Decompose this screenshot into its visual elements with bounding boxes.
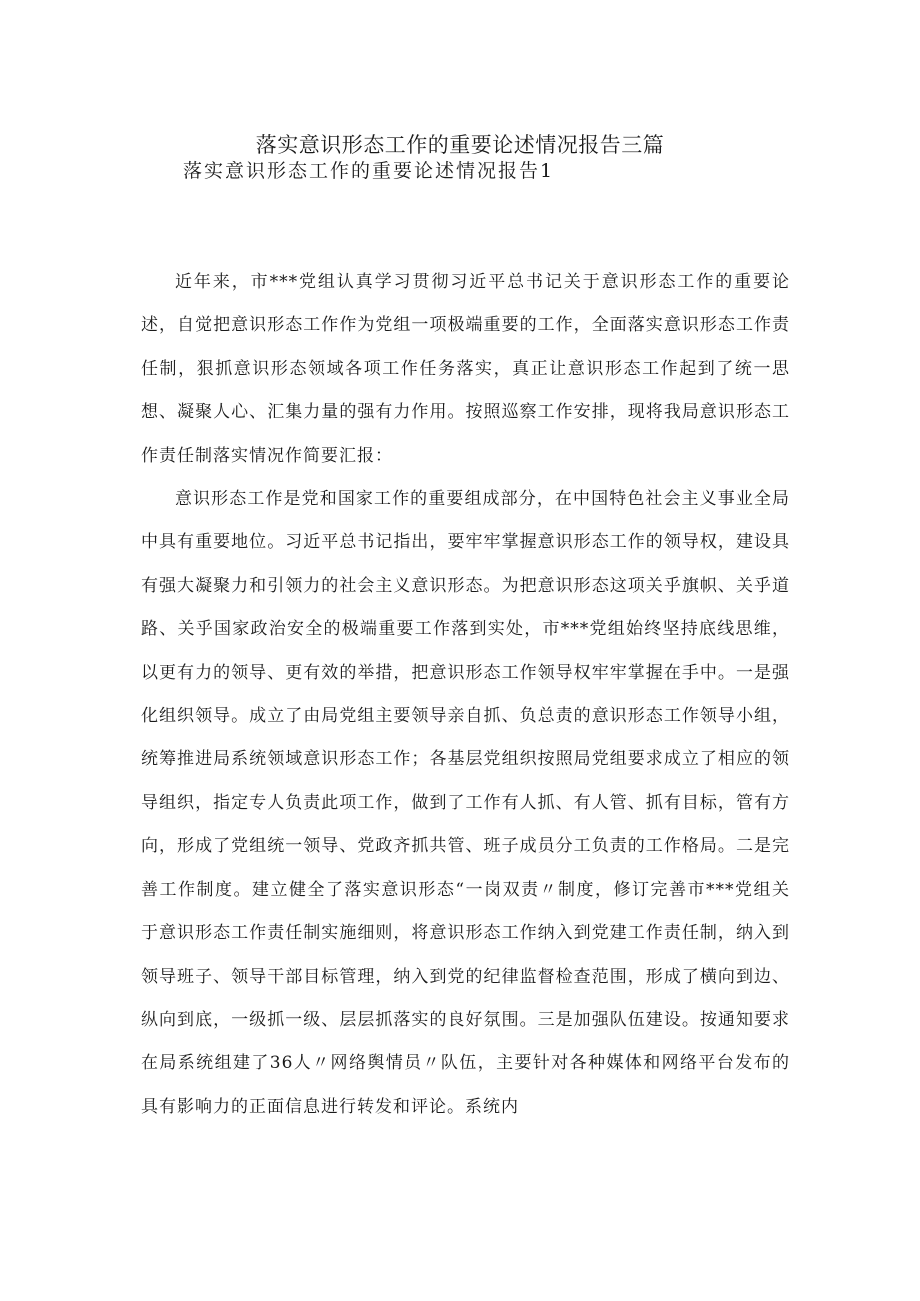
- document-body: [141, 261, 790, 1129]
- paragraph-intro: 近年来，市***党组认真学习贯彻习近平总书记关于意识形态工作的重要论述，自觉把意识形态工作作为党组一项极端重要的工作，全面落实意识形态工作责任制，狠抓意识形态领域各项工作任务落实，真正让意识形态工作起到了统一思想、凝聚人心、汇集力量的强有力作用。按照巡察工作安排，现将我局意识形态工作责任制落实情况作简要汇报：: [141, 272, 790, 466]
- section-title: 落实意识形态工作的重要论述情况报告1: [183, 160, 555, 182]
- paragraph-main: 意识形态工作是党和国家工作的重要组成部分，在中国特色社会主义事业全局中具有重要地位。习近平总书记指出，要牢牢掌握意识形态工作的领导权，建设具有强大凝聚力和引领力的社会主义意识形态。为把意识形态这项关乎旗帜、关乎道路、关乎国家政治安全的极端重要工作落到实处，市***党组始终坚持底线思维，以更有力的领导、更有效的举措，把意识形态工作领导权牢牢掌握在手中。一是强化组织领导。成立了由局党组主要领导亲自抓、负总责的意识形态工作领导小组，统筹推进局系统领域意识形态工作；各基层党组织按照局党组要求成立了相应的领导组织，指定专人负责此项工作，做到了工作有人抓、有人管、抓有目标，管有方向，形成了党组统一领导、党政齐抓共管、班子成员分工负责的工作格局。二是完善工作制度。建立健全了落实意识形态“一岗双责〃制度，修订完善市***党组关于意识形态工作责任制实施细则，将意识形态工作纳入到党建工作责任制，纳入到领导班子、领导干部目标管理，纳入到党的纪律监督检查范围，形成了横向到边、纵向到底，一级抓一级、层层抓落实的良好氛围。三是加强队伍建设。按通知要求在局系统组建了36人〃网络舆情员〃队伍，主要针对各种媒体和网络平台发布的具有影响力的正面信息进行转发和评论。系统内: [141, 489, 790, 1117]
- document-title: 落实意识形态工作的重要论述情况报告三篇: [255, 133, 665, 157]
